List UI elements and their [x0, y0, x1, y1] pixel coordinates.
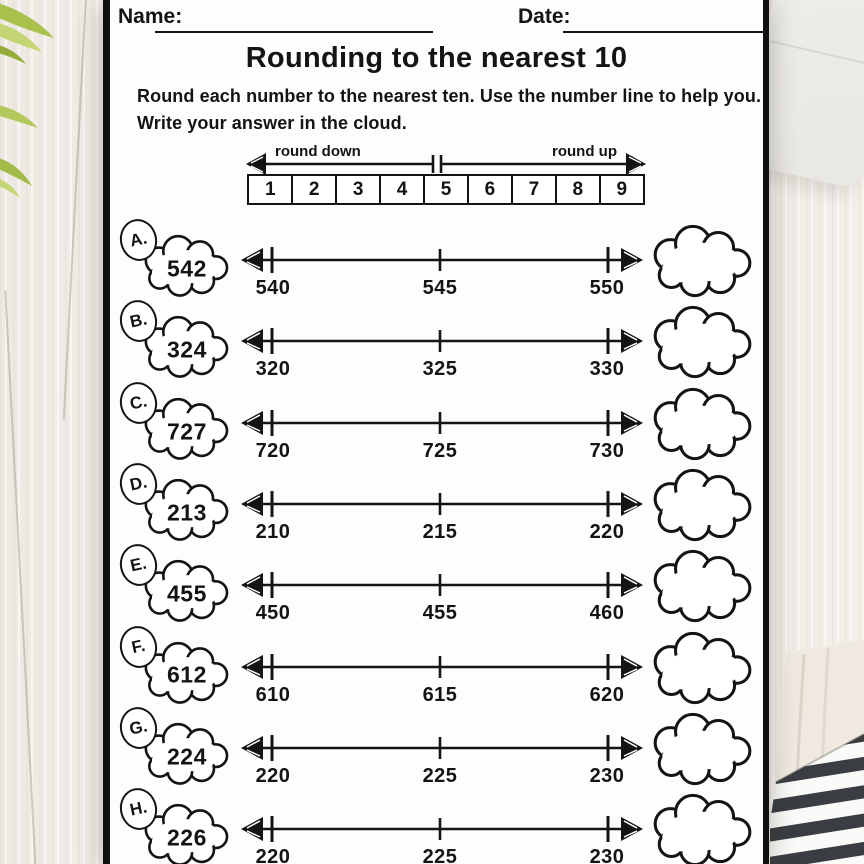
problem-letter: C.	[128, 391, 149, 414]
name-label: Name:	[118, 5, 183, 28]
laptop-seam-line	[770, 40, 864, 76]
problem-letter: G.	[127, 716, 150, 739]
tick-label-left: 540	[255, 277, 291, 299]
key-arrows	[245, 144, 647, 174]
problem-number: 612	[167, 661, 207, 688]
worksheet-title: Rounding to the nearest 10	[245, 42, 628, 74]
answer-cloud	[646, 383, 758, 463]
tick-label-left: 720	[255, 439, 291, 462]
problem-row	[110, 788, 763, 864]
key-digit-cell: 1	[247, 174, 294, 205]
key-digit-cell: 7	[511, 174, 558, 205]
tick-label-mid: 325	[422, 358, 458, 381]
answer-cloud	[646, 301, 758, 381]
answer-cloud	[646, 545, 758, 625]
cloud-shape	[646, 301, 758, 381]
round-up-label: round up	[552, 143, 617, 160]
number-line	[240, 245, 644, 303]
problem-letter: E.	[128, 553, 149, 576]
key-digit-cell: 9	[599, 174, 646, 205]
cloud-shape	[646, 464, 758, 544]
cloud-shape	[646, 627, 758, 707]
cloud-shape	[646, 545, 758, 625]
number-line-graphic	[240, 733, 644, 763]
tick-label-mid: 615	[422, 683, 458, 706]
tick-label-right: 230	[589, 764, 625, 787]
key-digit-cell: 2	[291, 174, 338, 205]
tick-label-mid: 455	[422, 602, 458, 625]
answer-cloud	[646, 789, 758, 864]
number-line-graphic	[240, 489, 644, 519]
problem-number: 727	[167, 418, 207, 445]
problem-letter: D.	[128, 472, 149, 495]
cloud-shape	[646, 789, 758, 864]
tick-label-right: 220	[589, 520, 625, 543]
date-answer-line	[563, 31, 763, 33]
problem-number: 542	[167, 255, 207, 282]
notebook-corner	[770, 630, 864, 864]
key-digit-cell: 5	[423, 174, 470, 205]
tick-label-right: 330	[589, 358, 625, 381]
problem-number: 455	[167, 580, 207, 607]
key-digit-boxes	[247, 174, 645, 205]
answer-cloud	[646, 220, 758, 300]
problem-letter: A.	[128, 228, 149, 251]
problem-row	[110, 544, 763, 626]
problem-letter: F.	[129, 635, 147, 657]
problem-number: 213	[167, 499, 207, 526]
answer-cloud	[646, 464, 758, 544]
problem-number: 226	[167, 824, 207, 851]
tick-label-mid: 225	[422, 764, 458, 787]
tick-label-mid: 225	[422, 846, 458, 864]
problem-number: 324	[167, 336, 207, 363]
number-line-graphic	[240, 814, 644, 844]
key-digit-cell: 3	[335, 174, 382, 205]
tick-label-mid: 725	[422, 439, 458, 462]
key-digit-cell: 4	[379, 174, 426, 205]
number-line-graphic	[240, 408, 644, 438]
wood-plank-seam	[4, 290, 37, 864]
tick-label-right: 620	[589, 683, 625, 706]
problem-row	[110, 300, 763, 382]
plant-leaves	[0, 0, 70, 210]
key-digit-cell: 6	[467, 174, 514, 205]
number-line	[240, 326, 644, 384]
problem-number: 224	[167, 743, 207, 770]
answer-cloud	[646, 708, 758, 788]
tick-label-right: 230	[589, 846, 625, 864]
problem-letter: H.	[128, 797, 149, 820]
cloud-shape	[646, 383, 758, 463]
number-line-graphic	[240, 570, 644, 600]
tick-label-right: 730	[589, 439, 625, 462]
problem-letter: B.	[128, 309, 149, 332]
cloud-shape	[646, 708, 758, 788]
round-down-label: round down	[275, 143, 361, 160]
number-line	[240, 570, 644, 628]
tick-label-left: 320	[255, 358, 291, 381]
date-label: Date:	[518, 5, 571, 28]
problem-row	[110, 626, 763, 708]
problem-row	[110, 219, 763, 301]
tick-label-left: 450	[255, 602, 291, 625]
number-line	[240, 408, 644, 466]
tick-label-mid: 215	[422, 520, 458, 543]
number-line	[240, 652, 644, 710]
key-arrow-line	[245, 148, 647, 176]
cloud-shape	[646, 220, 758, 300]
tick-label-right: 460	[589, 602, 625, 625]
number-line	[240, 733, 644, 791]
name-answer-line	[155, 31, 433, 33]
tick-label-right: 550	[589, 277, 625, 299]
number-line-graphic	[240, 245, 644, 275]
problem-row	[110, 463, 763, 545]
answer-cloud	[646, 627, 758, 707]
tick-label-left: 610	[255, 683, 291, 706]
tick-label-left: 220	[255, 764, 291, 787]
tick-label-left: 220	[255, 846, 291, 864]
number-line-graphic	[240, 326, 644, 356]
number-line-graphic	[240, 652, 644, 682]
tick-label-left: 210	[255, 520, 291, 543]
number-line	[240, 489, 644, 547]
instructions-line-1: Round each number to the nearest ten. Use the number line to help you.	[137, 86, 762, 106]
problem-row	[110, 707, 763, 789]
number-line	[240, 814, 644, 864]
key-digit-cell: 8	[555, 174, 602, 205]
instructions-line-2: Write your answer in the cloud.	[137, 113, 407, 133]
problem-row	[110, 382, 763, 464]
rounding-key	[245, 144, 647, 205]
tick-label-mid: 545	[422, 277, 458, 299]
worksheet-page	[103, 0, 769, 864]
